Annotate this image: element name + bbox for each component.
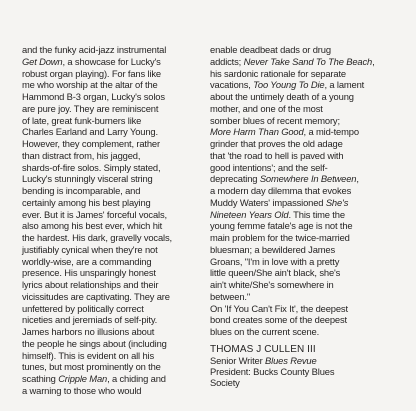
text-run: vacations, bbox=[210, 79, 254, 91]
text-run: ever. But it is James' forceful vocals, bbox=[22, 208, 167, 220]
left-text-column bbox=[22, 44, 202, 397]
text-line bbox=[22, 44, 202, 56]
text-line bbox=[22, 56, 202, 68]
text-line bbox=[22, 138, 202, 150]
text-line bbox=[210, 115, 394, 127]
text-run: , a chiding and bbox=[107, 373, 166, 384]
text-run: Hammond B-3 organ, Lucky's solos bbox=[22, 91, 165, 102]
text-line bbox=[210, 56, 394, 68]
text-line bbox=[22, 326, 202, 338]
text-run: also among his best ever, which hit bbox=[22, 220, 163, 232]
text-run: , a showcase for Lucky's bbox=[62, 55, 161, 67]
text-line bbox=[210, 68, 394, 80]
text-line bbox=[210, 314, 394, 326]
text-line bbox=[22, 115, 202, 127]
text-run: scathing bbox=[22, 373, 59, 384]
text-run: blues on the current scene. bbox=[210, 326, 320, 337]
text-line bbox=[22, 314, 202, 326]
text-line bbox=[210, 291, 394, 303]
text-run: However, they complement, rather bbox=[22, 138, 160, 149]
text-line bbox=[210, 303, 394, 315]
text-run: worldly-wise, are a commanding bbox=[22, 255, 152, 267]
text-run: , bbox=[356, 173, 359, 185]
text-run: me who worship at the altar of the bbox=[22, 79, 158, 91]
text-run: , bbox=[372, 55, 375, 67]
text-line bbox=[22, 361, 202, 373]
text-line bbox=[22, 220, 202, 232]
text-run: his sardonic rationale for separate bbox=[210, 67, 346, 79]
text-line bbox=[22, 162, 202, 174]
text-run: bond creates some of the deepest bbox=[210, 314, 347, 326]
text-run: good intentions'; and the self- bbox=[210, 161, 328, 173]
text-line bbox=[210, 279, 394, 291]
text-line bbox=[210, 197, 394, 209]
text-run: little queen/She ain't black, she's bbox=[210, 267, 341, 279]
text-run: addicts; bbox=[210, 55, 244, 67]
text-line bbox=[210, 138, 394, 150]
text-run: a modern day dilemma that evokes bbox=[210, 185, 352, 196]
text-line bbox=[22, 185, 202, 197]
text-run: of late, great funk-burners like bbox=[22, 114, 142, 126]
text-line bbox=[210, 150, 394, 162]
author-role bbox=[210, 355, 394, 366]
text-line bbox=[210, 267, 394, 279]
text-run: are pure joy. They are reminiscent bbox=[22, 102, 159, 114]
text-line bbox=[210, 326, 394, 338]
song-title: More Harm Than Good bbox=[210, 126, 304, 138]
text-line bbox=[22, 232, 202, 244]
text-run: tunes, but most prominently on the bbox=[22, 361, 161, 373]
text-line bbox=[210, 209, 394, 221]
author-role-prefix: Senior Writer bbox=[210, 354, 266, 366]
text-line bbox=[210, 244, 394, 256]
text-run: Charles Earland and Larry Young. bbox=[22, 126, 158, 138]
text-run: . This time the bbox=[288, 208, 345, 220]
song-title: Too Young To Die bbox=[253, 79, 325, 91]
text-run: justifiably cynical when they're not bbox=[22, 243, 158, 255]
text-line bbox=[22, 197, 202, 209]
text-run: grinder that proves the old adage bbox=[210, 138, 343, 149]
text-run: robust organ playing). For fans like bbox=[22, 67, 161, 79]
text-line bbox=[210, 256, 394, 268]
text-line bbox=[22, 68, 202, 80]
text-line bbox=[22, 103, 202, 115]
text-run: niceties and jeremiads of self-pity. bbox=[22, 314, 158, 326]
song-title: She's bbox=[325, 196, 349, 208]
text-line bbox=[22, 373, 202, 385]
text-run: somber blues of recent memory; bbox=[210, 114, 340, 126]
text-run: bending is incomparable, and bbox=[22, 185, 141, 196]
author-publication: Blues Revue bbox=[265, 354, 317, 366]
text-line bbox=[22, 338, 202, 350]
text-run: enable deadbeat dads or drug bbox=[210, 44, 331, 55]
text-line bbox=[22, 350, 202, 362]
text-run: that 'the road to hell is paved with bbox=[210, 149, 344, 161]
text-run: young femme fatale's age is not the bbox=[210, 220, 353, 232]
text-run: , a mid-tempo bbox=[303, 126, 359, 138]
text-line bbox=[22, 244, 202, 256]
text-run: the people he sings about (including bbox=[22, 337, 167, 349]
song-title: Nineteen Years Old bbox=[210, 208, 289, 220]
text-line bbox=[210, 79, 394, 91]
text-run: and the funky acid-jazz instrumental bbox=[22, 44, 167, 55]
text-line bbox=[22, 79, 202, 91]
text-line bbox=[22, 303, 202, 315]
text-run: himself). This is evident on all his bbox=[22, 349, 154, 361]
text-line bbox=[210, 126, 394, 138]
text-run: James harbors no illusions about bbox=[22, 326, 155, 337]
text-line bbox=[210, 232, 394, 244]
text-run: a warning to those who would bbox=[22, 384, 142, 396]
text-run: ain't white/She's somewhere in bbox=[210, 279, 334, 290]
text-line bbox=[22, 291, 202, 303]
text-run: Muddy Waters' impassioned bbox=[210, 196, 326, 208]
text-run: certainly among his best playing bbox=[22, 196, 151, 208]
text-line bbox=[210, 185, 394, 197]
text-line bbox=[22, 173, 202, 185]
text-run: than distract from, his jagged, bbox=[22, 149, 141, 161]
text-run: bluesman; a bewildered James bbox=[210, 243, 336, 255]
text-run: mother, and one of the most bbox=[210, 102, 323, 114]
text-line bbox=[210, 173, 394, 185]
text-line bbox=[22, 126, 202, 138]
text-run: shards-of-fire solos. Simply stated, bbox=[22, 161, 161, 173]
text-run: vicissitudes are captivating. They are bbox=[22, 290, 170, 302]
text-line bbox=[22, 150, 202, 162]
song-title: Cripple Man bbox=[58, 373, 108, 384]
text-run: deprecating bbox=[210, 173, 260, 185]
right-text-column bbox=[210, 44, 394, 389]
author-affiliation-line1: President: Bucks County Blues bbox=[210, 366, 335, 378]
text-run: , a lament bbox=[324, 79, 365, 91]
text-run: main problem for the twice-married bbox=[210, 232, 350, 243]
author-affiliation-line2: Society bbox=[210, 377, 240, 389]
text-run: the hardest. His dark, gravelly vocals, bbox=[22, 232, 172, 243]
song-title: Never Take Sand To The Beach bbox=[243, 55, 373, 67]
text-run: Groans, "I'm in love with a pretty bbox=[210, 255, 340, 267]
author-name: THOMAS J CULLEN III bbox=[210, 343, 316, 355]
text-line bbox=[22, 209, 202, 221]
text-run: between." bbox=[210, 290, 251, 302]
text-line bbox=[22, 91, 202, 103]
text-run: On 'If You Can't Fix It', the deepest bbox=[210, 302, 348, 314]
song-title: Get Down bbox=[22, 55, 63, 67]
text-line bbox=[210, 44, 394, 56]
text-line bbox=[22, 385, 202, 397]
text-line bbox=[210, 91, 394, 103]
text-run: unfettered by politically correct bbox=[22, 302, 144, 314]
text-line bbox=[210, 162, 394, 174]
text-line bbox=[210, 103, 394, 115]
text-line bbox=[22, 256, 202, 268]
song-title: Somewhere In Between bbox=[259, 173, 357, 185]
text-line bbox=[22, 267, 202, 279]
text-run: about the untimely death of a young bbox=[210, 91, 354, 102]
text-run: Lucky's stunningly visceral string bbox=[22, 173, 153, 185]
text-line bbox=[22, 279, 202, 291]
text-line bbox=[210, 220, 394, 232]
author-signature bbox=[210, 344, 394, 389]
text-run: presence. His unsparingly honest bbox=[22, 267, 156, 279]
text-run: lyrics about relationships and their bbox=[22, 279, 159, 290]
